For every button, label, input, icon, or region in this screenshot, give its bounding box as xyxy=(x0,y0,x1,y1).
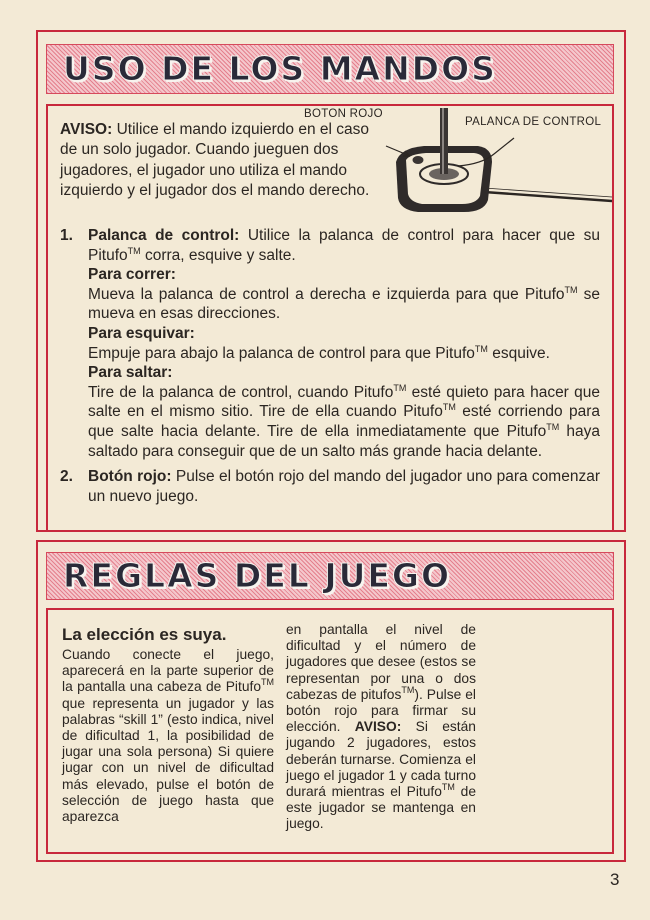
subsection-heading: Para saltar: xyxy=(88,364,173,382)
item-text: Pulse el botón rojo del mando del jugador uno para comenzar un nuevo juego. xyxy=(88,468,600,505)
trademark: TM xyxy=(441,782,455,793)
subsection-text-part: esté corriendo para que salte hacia delante. Tire de ella inmediatamente que Pitufo xyxy=(88,403,600,440)
subsection-text-part: se mueva en esas direcciones. xyxy=(88,285,600,323)
item-intro xyxy=(88,226,600,265)
rules-column-right xyxy=(286,622,476,833)
red-button-label: BOTON ROJO xyxy=(304,108,383,120)
rules-text: de este jugador se mantenga en juego. xyxy=(286,784,476,832)
subsection-heading: Para esquivar: xyxy=(88,324,195,342)
item-intro xyxy=(88,467,600,506)
rules-text: Cuando conecte el juego, aparecerá en la parte superior de la pantalla una cabeza de Pitufo xyxy=(62,647,274,695)
list-item xyxy=(60,467,600,506)
page-number: 3 xyxy=(610,870,620,889)
section-title-rules: REGLAS DEL JUEGO xyxy=(63,556,452,595)
rules-text: ). Pulse el botón rojo para firmar su elección. xyxy=(286,686,476,735)
trademark: TM xyxy=(442,402,456,413)
subsection-text xyxy=(88,383,600,461)
item-text: corra, esquive y salte. xyxy=(144,246,296,264)
aviso-label: AVISO: xyxy=(60,121,113,138)
trademark: TM xyxy=(127,245,141,256)
item-title: Palanca de control: xyxy=(88,227,240,244)
aviso-text: Utilice el mando izquierdo en el caso de un solo jugador. Cuando jueguen dos jugadores, el jugador uno utiliza el mando izquierdo y el jugador dos el mando derecho. xyxy=(60,121,370,199)
trademark: TM xyxy=(261,677,274,688)
trademark: TM xyxy=(393,382,407,393)
item-text: Utilice la palanca de control para hacer que su Pitufo xyxy=(88,227,600,264)
rules-text: que representa un jugador y las palabras “skill 1” (esto indica, nivel de dificultad 1, la posibilidad de jugar una sola persona) Si quiere jugar con un nivel de dificultad más elevado, pulse el botón de selección de juego hasta que aparezca xyxy=(62,695,274,825)
subsection-text-part: esté quieto para hacer que salte en el mismo sitio. Tire de ella cuando Pitufo xyxy=(88,383,600,421)
subsection-heading: Para correr: xyxy=(88,266,176,284)
item-title: Botón rojo: xyxy=(88,468,172,486)
section-banner-rules xyxy=(46,552,614,600)
controls-instructions xyxy=(60,226,600,506)
aviso-label: AVISO: xyxy=(354,719,402,735)
trademark: TM xyxy=(564,284,578,295)
rules-text: en pantalla el nivel de dificultad y el número de jugadores que desee (estos se representan por una o dos cabezas de pitufos xyxy=(286,622,476,702)
subsection-text-part: esquive. xyxy=(492,344,550,362)
rules-column-title: La elección es suya. xyxy=(62,625,227,644)
joystick-controller-icon xyxy=(384,104,614,216)
trademark: TM xyxy=(546,421,560,432)
trademark: TM xyxy=(401,684,415,695)
section-title-controls: USO DE LOS MANDOS xyxy=(63,49,497,88)
subsection-text-part: Mueva la palanca de control a derecha e izquierda para que Pitufo xyxy=(88,285,565,303)
subsection-text xyxy=(88,285,600,324)
subsection-text-part: haya saltado para conseguir que de un salto más grande hacia delante. xyxy=(88,422,601,460)
rules-column-left xyxy=(62,624,274,825)
rules-text: Si están jugando 2 jugadores, estos deberán turnarse. Comienza el juego el jugador 1 y cada turno durará mientras el Pitufo xyxy=(286,719,476,800)
subsection-text-part: Tire de la palanca de control, cuando Pitufo xyxy=(88,383,394,401)
subsection-text xyxy=(88,344,600,364)
joystick-label: PALANCA DE CONTROL xyxy=(465,116,602,128)
item-number: 2. xyxy=(60,468,73,486)
list-item xyxy=(60,226,600,461)
item-number: 1. xyxy=(60,227,73,244)
aviso-paragraph xyxy=(60,120,380,201)
trademark: TM xyxy=(474,343,488,354)
section-banner-controls xyxy=(46,44,614,94)
subsection-text-part: Empuje para abajo la palanca de control para que Pitufo xyxy=(88,344,475,362)
